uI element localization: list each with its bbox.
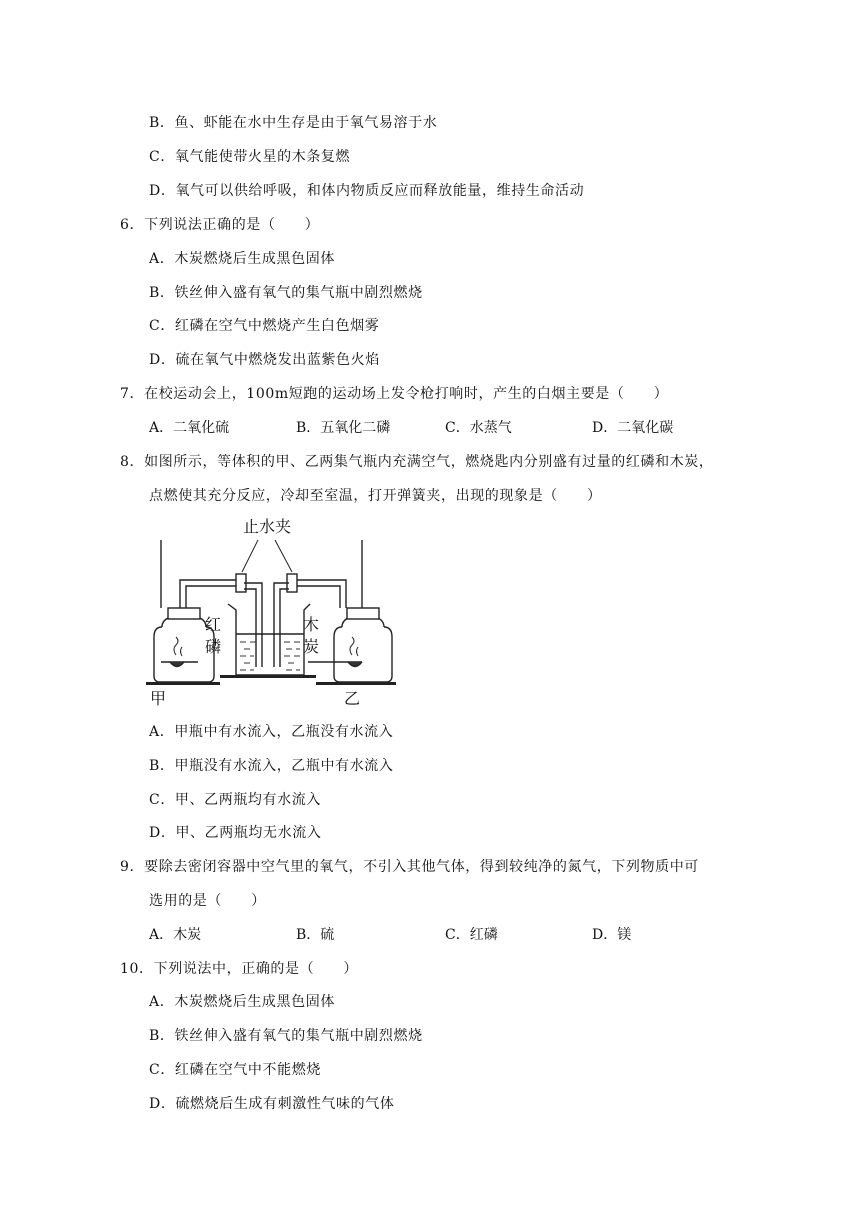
q9-stem-line1: 9．要除去密闭容器中空气里的氧气，不引入其他气体，得到较纯净的氮气，下列物质中可 (120, 859, 699, 875)
left-substance-char2: 磷 (205, 637, 222, 656)
left-substance-char1: 红 (205, 615, 222, 634)
right-substance-char1: 木 (303, 615, 320, 634)
q6-option-c: C．红磷在空气中燃烧产生白色烟雾 (149, 318, 380, 334)
q7-option-b: B．五氧化二磷 (296, 420, 391, 436)
q6-stem: 6．下列说法正确的是（ ） (120, 217, 320, 233)
q7-stem: 7．在校运动会上，100m短跑的运动场上发令枪打响时，产生的白烟主要是（ ） (120, 386, 669, 402)
q10-stem: 10．下列说法中，正确的是（ ） (120, 961, 359, 977)
q6-option-a: A．木炭燃烧后生成黑色固体 (149, 251, 335, 267)
right-bottle (334, 627, 392, 682)
clamp-label: 止水夹 (243, 517, 292, 536)
q8-option-c: C．甲、乙两瓶均有水流入 (149, 792, 321, 808)
q7-option-c: C．水蒸气 (445, 420, 512, 436)
q6-option-d: D．硫在氧气中燃烧发出蓝紫色火焰 (149, 352, 380, 368)
q5-option-c: C．氧气能使带火星的木条复燃 (149, 149, 351, 165)
q5-option-d: D．氧气可以供给呼吸，和体内物质反应而释放能量，维持生命活动 (149, 183, 585, 199)
q8-option-d: D．甲、乙两瓶均无水流入 (149, 825, 322, 841)
q7-option-a: A．二氧化硫 (149, 420, 230, 436)
right-bottle-label: 乙 (344, 689, 361, 708)
left-base (146, 682, 220, 685)
beaker (228, 604, 310, 675)
q8-option-a: A．甲瓶中有水流入，乙瓶没有水流入 (149, 724, 394, 740)
q8-stem-line2: 点燃使其充分反应，冷却至室温，打开弹簧夹，出现的现象是（ ） (149, 488, 602, 504)
left-stopper (168, 608, 200, 619)
left-bottle-label: 甲 (150, 689, 167, 708)
q9-option-c: C．红磷 (445, 927, 498, 943)
right-base (316, 682, 396, 685)
q8-option-b: B．甲瓶没有水流入，乙瓶中有水流入 (149, 758, 394, 774)
q9-option-a: A．木炭 (149, 927, 202, 943)
q10-option-d: D．硫燃烧后生成有刺激性气味的气体 (149, 1096, 395, 1112)
q5-option-b: B．鱼、虾能在水中生存是由于氧气易溶于水 (149, 115, 438, 131)
q7-option-d: D．二氧化碳 (592, 420, 674, 436)
q9-option-d: D．镁 (592, 927, 632, 943)
q8-stem-line1: 8．如图所示，等体积的甲、乙两集气瓶内充满空气，燃烧匙内分别盛有过量的红磷和木炭， (120, 454, 714, 470)
beaker-base (220, 675, 316, 678)
q10-option-a: A．木炭燃烧后生成黑色固体 (149, 994, 335, 1010)
q10-option-b: B．铁丝伸入盛有氧气的集气瓶中剧烈燃烧 (149, 1028, 423, 1044)
q9-option-b: B．硫 (296, 927, 335, 943)
q8-figure (140, 512, 400, 708)
right-stopper (347, 608, 379, 619)
q9-stem-line2: 选用的是（ ） (149, 893, 266, 909)
q10-option-c: C．红磷在空气中不能燃烧 (149, 1062, 321, 1078)
q6-option-b: B．铁丝伸入盛有氧气的集气瓶中剧烈燃烧 (149, 285, 423, 301)
right-substance-char2: 炭 (303, 637, 320, 656)
